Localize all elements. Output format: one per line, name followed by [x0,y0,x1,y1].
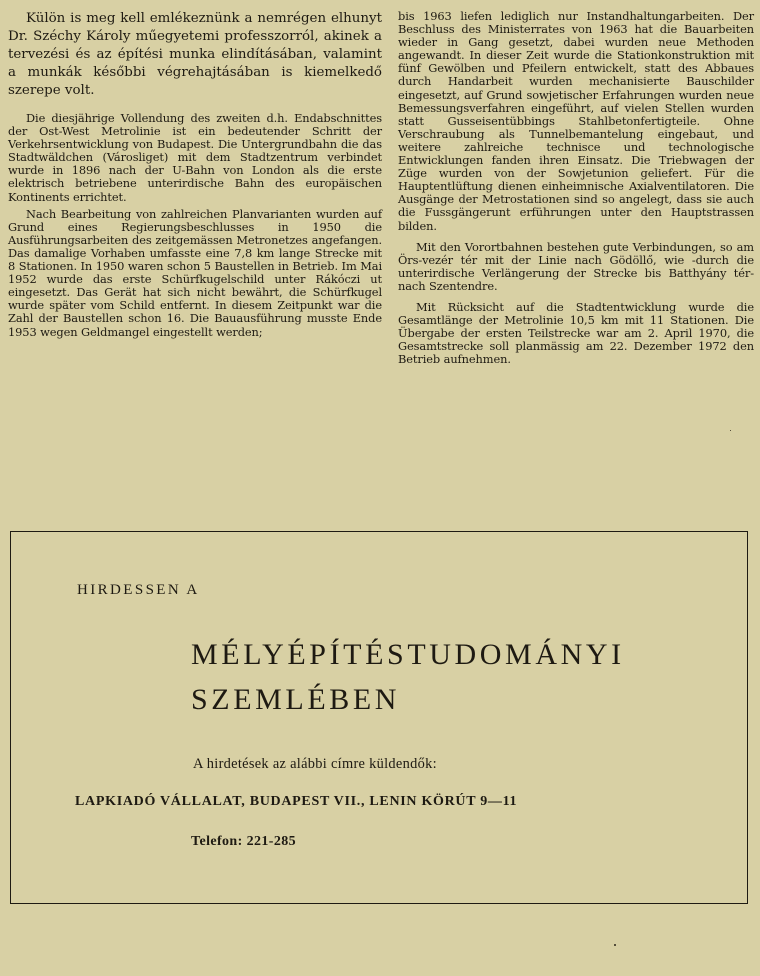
advertisement-address: LAPKIADÓ VÁLLALAT, BUDAPEST VII., LENIN KÖRÚT 9—11 [75,794,518,809]
german-summary-paragraph-1: Die diesjährige Vollendung des zweiten d.h. Endabschnittes der Ost-West Metrolinie ist ein bedeutender Schritt der Verkehrsentwicklung von Budapest. Die Untergrundbahn die das Stadtwäldchen (Városliget) mit dem Stadtzentrum verbindet wurde in 1896 nach der U-Bahn von London als die erste elektrisch betriebene unterirdische Bahn des europäischen Kontinents errichtet. [8,111,382,204]
advertisement-box [10,531,748,904]
advertisement-title-line-2: SZEMLÉBEN [191,683,401,716]
german-summary-paragraph-5: Mit Rücksicht auf die Stadtentwicklung wurde die Gesamtlänge der Metrolinie 10,5 km mit 11 Stationen. Die Übergabe der ersten Teilstrecke war am 2. April 1970, die Gesamtstrecke soll planmässig am 22. Dezember 1972 den Betrieb aufnehmen. [398,299,754,367]
advertisement-title [191,632,625,722]
print-speck [730,430,731,431]
print-speck [614,944,616,946]
german-summary-paragraph-3: bis 1963 liefen lediglich nur Instandhaltungarbeiten. Der Beschluss des Ministerrates von 1963 hat die Bauarbeiten wieder in Gang gesetzt, dabei wurden neue Methoden angewandt. In dieser Zeit wurde die Stationkonstruktion mit fünf Gewölben und Pfeilern entwickelt, statt des Abbaues durch Handarbeit wurden mechanisierte Bauschilder eingesetzt, auf Grund sowjetischer Erfahrungen wurden neue Bemessungsverfahren eingeführt, auf vielen Stellen wurden statt Gusseisentübbings Stahlbetonfertigteile. Ohne Verschraubung als Tunnelbemantelung eingebaut, und weitere zahlreiche technisce und technologische Entwicklungen fanden ihren Einsatz. Die Triebwagen der Züge wurden von der Sowjetunion geliefert. Für die Hauptentlüftung dienen einheimnische Axialventilatoren. Die Ausgänge der Metrostationen sind so angelegt, dass sie auch die Fussgängerunt erführungen unter den Hauptstrassen bilden. [398,9,754,233]
left-text-column [8,10,382,339]
german-summary-paragraph-2: Nach Bearbeitung von zahlreichen Planvarianten wurden auf Grund eines Regierungsbeschlusses in 1950 die Ausführungsarbeiten des zeitgemässen Metronetzes angefangen. Das damalige Vorhaben umfasste eine 7,8 km lange Strecke mit 8 Stationen. In 1950 waren schon 5 Baustellen in Betrieb. Im Mai 1952 wurde das erste Schürfkugelschild unter Rákóczi ut eingesetzt. Das Gerät hat sich nicht bewährt, die Schürfkugel wurde später vom Schild entfernt. In diesem Zeitpunkt war die Zahl der Baustellen schon 16. Die Bauausführung musste Ende 1953 wegen Geldmangel eingestellt werden; [8,206,382,339]
hungarian-intro-paragraph: Külön is meg kell emlékeznünk a nemrégen elhunyt Dr. Széchy Károly műegyetemi professzorról, akinek a tervezési és az építési munka elindításában, valamint a munkák későbbi végrehajtásában is kiemelkedő szerepe volt. [8,11,382,98]
advertisement-subtitle: A hirdetések az alábbi címre küldendők: [193,756,437,772]
advertisement-title-line-1: MÉLYÉPÍTÉSTUDOMÁNYI [191,638,625,671]
right-text-column [398,10,754,366]
german-summary-paragraph-4: Mit den Vorortbahnen bestehen gute Verbindungen, so am Örs-vezér tér mit der Linie nach Gödöllő, wie -durch die unterirdische Verlängerung der Strecke bis Batthyány tér- nach Szentendre. [398,239,754,293]
advertisement-phone: Telefon: 221-285 [191,834,297,849]
advertisement-call: HIRDESSEN A [77,582,200,598]
